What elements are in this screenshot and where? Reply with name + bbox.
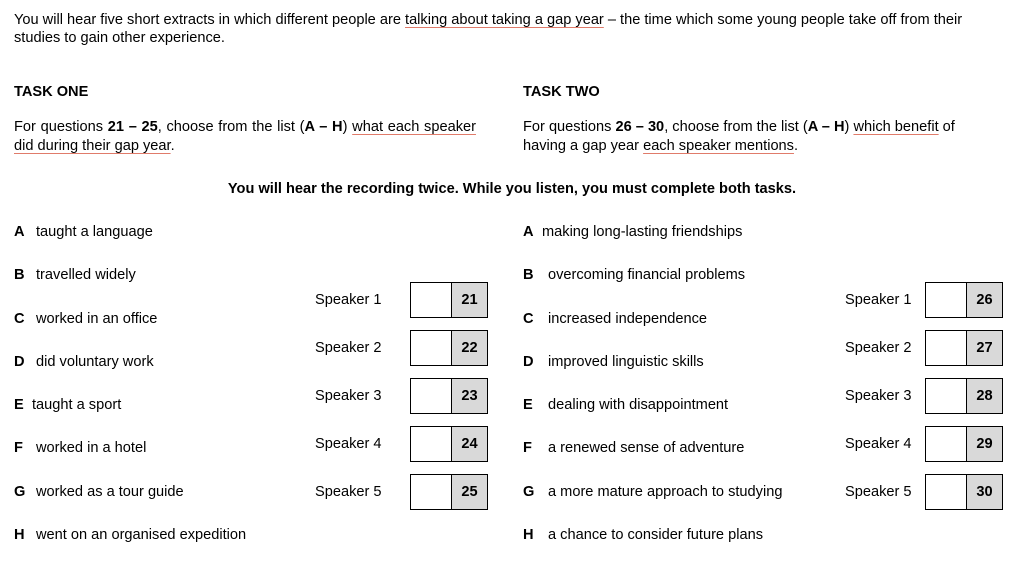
t2-instr-end: .	[793, 138, 799, 154]
t1-instr-end: .	[170, 138, 175, 154]
answer-blank[interactable]	[411, 427, 452, 461]
speaker-label-3: Speaker 3	[315, 388, 382, 404]
answer-box-28[interactable]	[925, 378, 1003, 414]
option-text: went on an organised expedition	[36, 527, 247, 543]
option-two-d	[523, 354, 704, 370]
option-letter: D	[523, 354, 534, 370]
speaker-label-2: Speaker 2	[845, 340, 912, 356]
question-number: 23	[452, 379, 487, 413]
option-two-h	[523, 527, 763, 543]
option-letter: C	[523, 311, 534, 327]
t2-instr-b: , choose from the list (	[664, 119, 808, 135]
option-letter: C	[14, 311, 25, 327]
task-two-title: TASK TWO	[523, 84, 600, 100]
question-number: 22	[452, 331, 487, 365]
option-letter: H	[14, 527, 25, 543]
option-one-c	[14, 311, 157, 327]
option-two-a	[523, 224, 742, 240]
speaker-label-1: Speaker 1	[845, 292, 912, 308]
option-text: a renewed sense of adventure	[548, 440, 745, 456]
question-number: 27	[967, 331, 1002, 365]
option-one-h	[14, 527, 246, 543]
option-text: a more mature approach to studying	[548, 484, 783, 500]
task-two-instructions	[523, 118, 993, 156]
question-number: 26	[967, 283, 1002, 317]
answer-box-26[interactable]	[925, 282, 1003, 318]
option-text: worked as a tour guide	[36, 484, 184, 500]
option-text: worked in a hotel	[36, 440, 147, 456]
option-letter: H	[523, 527, 534, 543]
answer-blank[interactable]	[926, 331, 967, 365]
question-number: 30	[967, 475, 1002, 509]
option-two-e	[523, 397, 728, 413]
answer-box-25[interactable]	[410, 474, 488, 510]
intro-part-1: You will hear five short extracts in which different people are	[14, 12, 406, 28]
t1-list-range: A – H	[304, 119, 343, 135]
answer-blank[interactable]	[411, 331, 452, 365]
t1-instr-b: , choose from the list (	[157, 119, 305, 135]
speaker-label-2: Speaker 2	[315, 340, 382, 356]
question-number: 28	[967, 379, 1002, 413]
option-text: overcoming financial problems	[548, 267, 746, 283]
option-letter: A	[523, 224, 534, 240]
option-letter: B	[14, 267, 25, 283]
answer-blank[interactable]	[411, 379, 452, 413]
answer-blank[interactable]	[926, 283, 967, 317]
option-letter: B	[523, 267, 534, 283]
option-letter: G	[523, 484, 535, 500]
option-letter: F	[523, 440, 532, 456]
answer-box-30[interactable]	[925, 474, 1003, 510]
option-letter: E	[523, 397, 533, 413]
option-text: did voluntary work	[36, 354, 154, 370]
option-one-b	[14, 267, 136, 283]
t2-range: 26 – 30	[615, 119, 665, 135]
option-one-a	[14, 224, 153, 240]
option-one-d	[14, 354, 154, 370]
t2-instr-mid: of having a gap year	[523, 119, 955, 154]
speaker-label-4: Speaker 4	[845, 436, 912, 452]
option-text: increased independence	[548, 311, 708, 327]
t1-instr-underlined: what each speaker did during their gap year	[14, 119, 476, 154]
intro-underlined: talking about taking a gap year	[405, 12, 604, 28]
option-letter: F	[14, 440, 23, 456]
answer-box-21[interactable]	[410, 282, 488, 318]
option-text: dealing with disappointment	[548, 397, 729, 413]
answer-blank[interactable]	[411, 283, 452, 317]
answer-blank[interactable]	[926, 427, 967, 461]
question-number: 25	[452, 475, 487, 509]
answer-blank[interactable]	[926, 475, 967, 509]
question-number: 29	[967, 427, 1002, 461]
option-text: taught a language	[36, 224, 153, 240]
question-number: 21	[452, 283, 487, 317]
option-letter: E	[14, 397, 24, 413]
question-number: 24	[452, 427, 487, 461]
t2-instr-a: For questions	[523, 119, 616, 135]
speaker-label-1: Speaker 1	[315, 292, 382, 308]
speaker-label-4: Speaker 4	[315, 436, 382, 452]
t1-instr-c: )	[342, 119, 353, 135]
answer-box-29[interactable]	[925, 426, 1003, 462]
speaker-label-5: Speaker 5	[315, 484, 382, 500]
answer-box-24[interactable]	[410, 426, 488, 462]
t2-instr-underlined-1: which benefit	[853, 119, 939, 135]
t1-instr-a: For questions	[14, 119, 108, 135]
option-letter: G	[14, 484, 26, 500]
t1-range: 21 – 25	[107, 119, 158, 135]
option-two-f	[523, 440, 744, 456]
answer-box-22[interactable]	[410, 330, 488, 366]
t2-list-range: A – H	[807, 119, 845, 135]
recording-note: You will hear the recording twice. While you listen, you must complete both tasks.	[227, 181, 797, 197]
option-text: making long-lasting friendships	[542, 224, 743, 240]
option-text: travelled widely	[36, 267, 136, 283]
option-text: worked in an office	[36, 311, 158, 327]
answer-blank[interactable]	[411, 475, 452, 509]
speaker-label-5: Speaker 5	[845, 484, 912, 500]
t2-instr-underlined-2: each speaker mentions	[643, 138, 794, 154]
option-text: improved linguistic skills	[548, 354, 704, 370]
answer-blank[interactable]	[926, 379, 967, 413]
answer-box-27[interactable]	[925, 330, 1003, 366]
option-letter: D	[14, 354, 25, 370]
option-two-c	[523, 311, 707, 327]
option-letter: A	[14, 224, 25, 240]
intro-text	[14, 11, 1009, 47]
task-one-title: TASK ONE	[14, 84, 89, 100]
option-text: a chance to consider future plans	[548, 527, 763, 543]
t2-instr-c: )	[844, 119, 854, 135]
option-two-g	[523, 484, 782, 500]
answer-box-23[interactable]	[410, 378, 488, 414]
option-two-b	[523, 267, 745, 283]
option-text: taught a sport	[32, 397, 122, 413]
option-one-g	[14, 484, 184, 500]
intro-part-3: – the time which some young people take off from their studies to gain other experience.	[14, 12, 963, 46]
option-one-f	[14, 440, 146, 456]
option-one-e	[14, 397, 121, 413]
task-one-instructions	[14, 118, 476, 156]
speaker-label-3: Speaker 3	[845, 388, 912, 404]
